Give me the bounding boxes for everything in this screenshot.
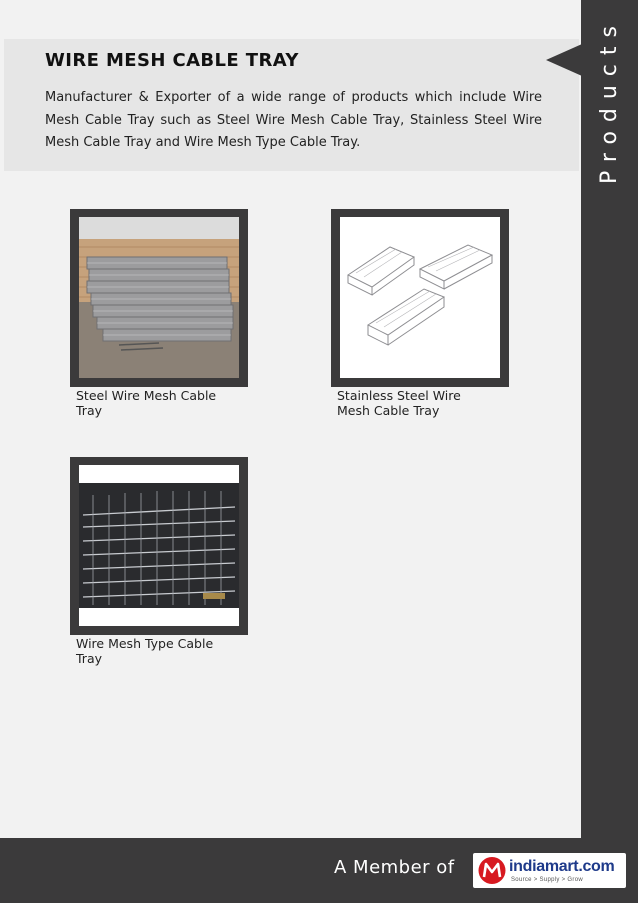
product-photo-wire-mesh[interactable] <box>79 465 239 626</box>
product-name[interactable]: Steel Wire Mesh Cable Tray <box>76 388 217 418</box>
section-label-text: Products <box>597 16 622 184</box>
product-frame <box>331 209 509 387</box>
product-photo-steel[interactable] <box>79 217 239 378</box>
logo-word: indiamart.com <box>509 858 615 875</box>
indiamart-logo[interactable] <box>473 853 626 888</box>
logo-tagline: Source > Supply > Grow <box>511 877 583 883</box>
product-name[interactable]: Wire Mesh Type Cable Tray <box>76 636 214 666</box>
member-text: A Member of <box>334 857 455 878</box>
product-card[interactable] <box>70 209 250 418</box>
indiamart-mark-icon <box>477 856 507 885</box>
page-title: WIRE MESH CABLE TRAY <box>45 50 299 71</box>
section-label <box>581 0 638 200</box>
product-card[interactable] <box>331 209 511 418</box>
product-frame <box>70 457 248 635</box>
product-name[interactable]: Stainless Steel Wire Mesh Cable Tray <box>337 388 461 418</box>
product-frame <box>70 209 248 387</box>
pointer-notch <box>546 44 582 76</box>
product-card[interactable] <box>70 457 250 666</box>
product-photo-stainless[interactable] <box>340 217 500 378</box>
intro-text: Manufacturer & Exporter of a wide range of products which include Wire Mesh Cable Tray such as Steel Wire Mesh Cable Tray, Stainless Steel Wire Mesh Cable Tray and Wire Mesh Type Cable Tray. <box>45 90 542 150</box>
